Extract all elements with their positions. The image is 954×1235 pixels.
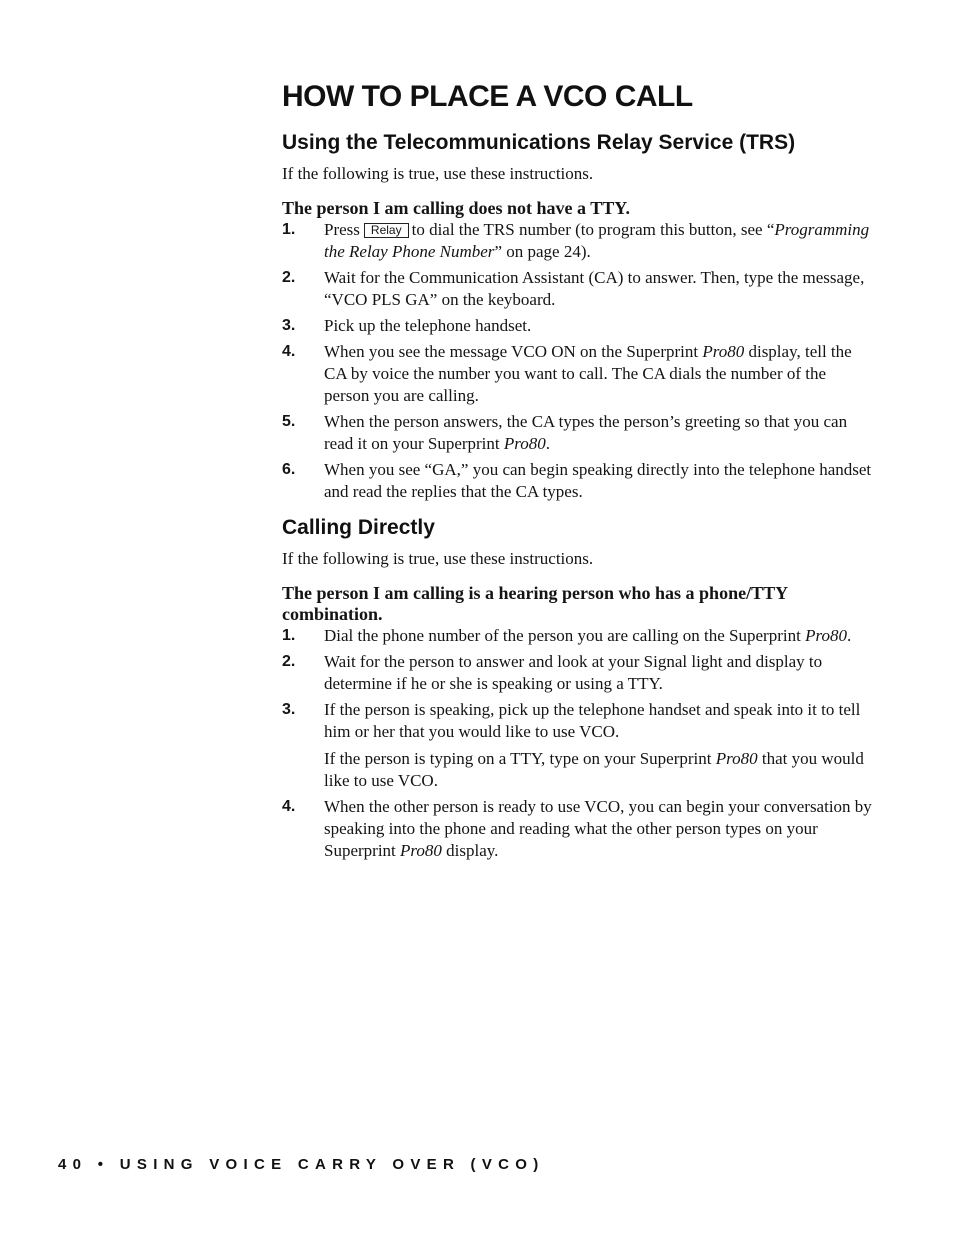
- step-number: 1.: [282, 221, 296, 238]
- product-name: Pro80: [400, 841, 442, 860]
- page-content: [282, 78, 872, 874]
- step-number: 2.: [282, 653, 296, 670]
- step-number: 3.: [282, 701, 296, 718]
- step-text: Dial the phone number of the person you are calling on the Superprint Pro80.: [324, 626, 852, 645]
- step-text: If the person is speaking, pick up the telephone handset and speak into it to tell him or her that you would like to use VCO. If the person is typing on a TTY, type on your Superprint Pro80 that you would like to use VCO.: [324, 700, 864, 790]
- list-item: [282, 341, 872, 407]
- product-name: Pro80: [715, 749, 758, 768]
- list-item: [282, 219, 872, 263]
- list-item: [282, 411, 872, 455]
- list-item: [282, 267, 872, 311]
- section-title-trs: Using the Telecommunications Relay Service (TRS): [282, 131, 796, 154]
- step-text: When you see the message VCO ON on the Superprint Pro80 display, tell the CA by voice the number you want to call. The CA dials the number of the person you are calling.: [324, 342, 852, 405]
- list-item: [282, 625, 872, 647]
- steps-list-direct: [282, 625, 872, 862]
- step-text: Wait for the person to answer and look at your Signal light and display to determine if he or she is speaking or using a TTY.: [324, 652, 823, 693]
- condition-heading-trs: The person I am calling does not have a TTY.: [282, 198, 631, 218]
- list-item: [282, 796, 872, 862]
- step-text: When the other person is ready to use VCO, you can begin your conversation by speaking into the phone and reading what the other person types on your Superprint Pro80 display.: [324, 797, 872, 860]
- product-name: Pro80: [503, 434, 546, 453]
- step-number: 4.: [282, 343, 296, 360]
- step-number: 1.: [282, 627, 296, 644]
- step-text: When the person answers, the CA types the person’s greeting so that you can read it on your Superprint Pro80.: [324, 412, 848, 453]
- step-number: 5.: [282, 413, 296, 430]
- condition-heading-direct: The person I am calling is a hearing person who has a phone/TTY combination.: [282, 583, 788, 624]
- step-text: Pick up the telephone handset.: [324, 316, 532, 335]
- list-item: [282, 699, 872, 792]
- step-text: When you see “GA,” you can begin speaking directly into the telephone handset and read the replies that the CA types.: [324, 460, 872, 501]
- step-text: Press Relay to dial the TRS number (to program this button, see “Programming the Relay Phone Number” on page 24).: [324, 220, 870, 261]
- step-number: 4.: [282, 798, 296, 815]
- steps-list-trs: [282, 219, 872, 503]
- section-intro-direct: If the following is true, use these instructions.: [282, 549, 594, 568]
- product-name: Pro80: [805, 626, 847, 645]
- step-text: Wait for the Communication Assistant (CA) to answer. Then, type the message, “VCO PLS GA” on the keyboard.: [324, 268, 865, 309]
- list-item: [282, 459, 872, 503]
- page-footer: 40 • USING VOICE CARRY OVER (VCO): [58, 1156, 545, 1173]
- cross-reference: Programming the Relay Phone Number: [324, 220, 870, 261]
- step-number: 6.: [282, 461, 296, 478]
- list-item: [282, 315, 872, 337]
- section-title-direct: Calling Directly: [282, 516, 435, 539]
- step-number: 2.: [282, 269, 296, 286]
- section-intro-trs: If the following is true, use these instructions.: [282, 164, 594, 183]
- product-name: Pro80: [702, 342, 745, 361]
- step-number: 3.: [282, 317, 296, 334]
- relay-key-icon: Relay: [364, 223, 409, 238]
- page-title: HOW TO PLACE A VCO CALL: [282, 80, 693, 113]
- list-item: [282, 651, 872, 695]
